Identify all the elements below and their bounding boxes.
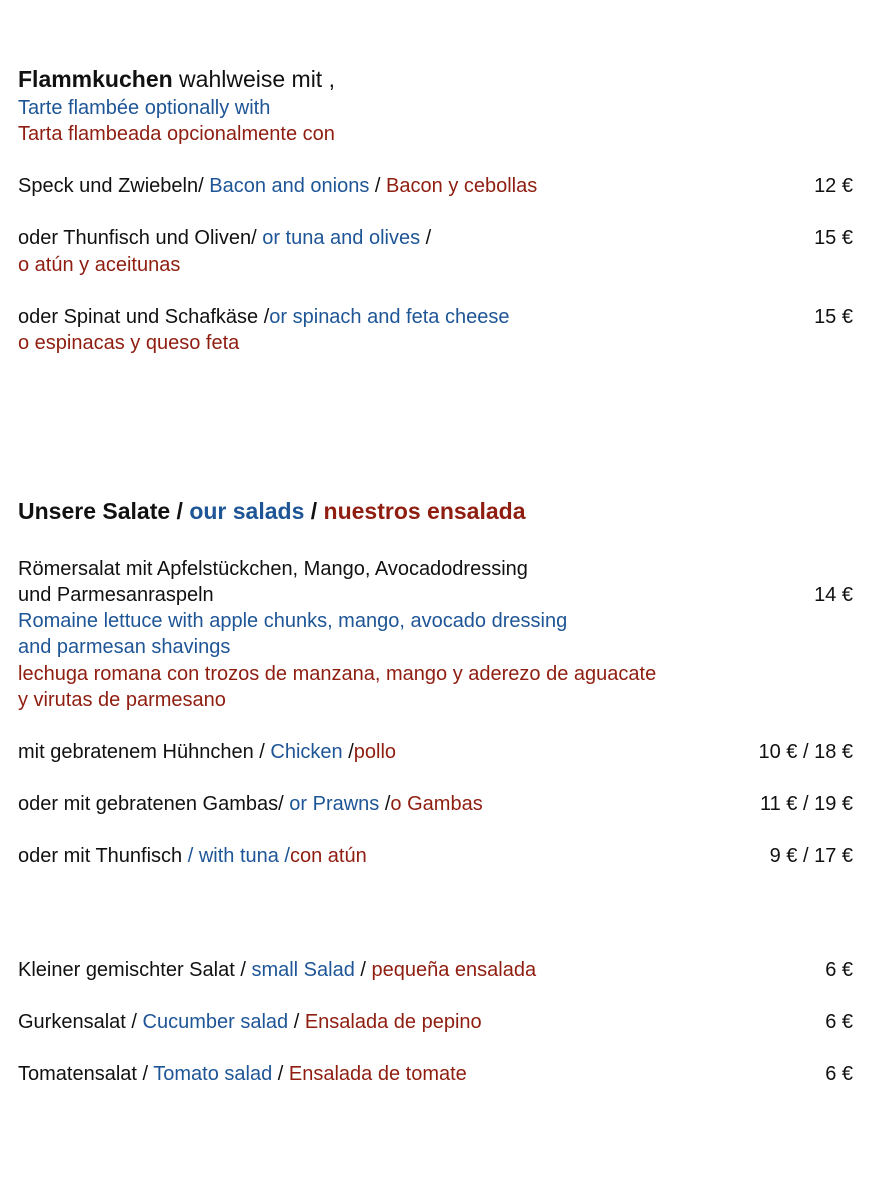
- flammkuchen-title: [18, 66, 335, 92]
- addon-es: con atún: [290, 845, 367, 867]
- salads-title-en: our salads: [189, 498, 305, 524]
- flammkuchen-item-3-es: o espinacas y queso feta: [18, 332, 240, 354]
- item-es: Bacon y cebollas: [386, 175, 538, 197]
- item-sep: /: [420, 227, 432, 249]
- salad-main-es-2: y virutas de parmesano: [18, 689, 226, 711]
- flammkuchen-item-3-price: 15 €: [814, 306, 853, 328]
- side-en: small Salad: [251, 959, 355, 981]
- salad-main-de-2: und Parmesanraspeln: [18, 584, 214, 606]
- addon-sep: /: [342, 741, 354, 763]
- flammkuchen-item-2: [18, 225, 431, 251]
- salads-title: [18, 498, 526, 524]
- item-en: or spinach and feta cheese: [269, 306, 510, 328]
- salads-title-es: nuestros ensalada: [323, 498, 526, 524]
- salad-main-es-1: lechuga romana con trozos de manzana, mango y aderezo de aguacate: [18, 663, 657, 685]
- salad-side-1-price: 6 €: [825, 959, 853, 981]
- addon-de: oder mit Thunfisch: [18, 845, 183, 867]
- side-en: Cucumber salad: [142, 1011, 289, 1033]
- salad-main-price: 14 €: [814, 584, 853, 606]
- side-en: Tomato salad: [153, 1063, 273, 1085]
- side-sep: /: [272, 1063, 289, 1085]
- salads-title-de: Unsere Salate /: [18, 498, 190, 524]
- salad-addon-2: [18, 791, 483, 817]
- addon-en: or Prawns: [289, 793, 380, 815]
- salad-addon-1: [18, 739, 396, 765]
- salad-side-3-price: 6 €: [825, 1063, 853, 1085]
- addon-sep: /: [379, 793, 391, 815]
- flammkuchen-item-1: [18, 173, 537, 199]
- addon-en: / with tuna /: [182, 845, 290, 867]
- side-es: pequeña ensalada: [371, 959, 537, 981]
- side-es: Ensalada de pepino: [304, 1011, 482, 1033]
- addon-de: oder mit gebratenen Gambas/: [18, 793, 290, 815]
- side-de: Kleiner gemischter Salat /: [18, 959, 252, 981]
- side-de: Tomatensalat /: [18, 1063, 154, 1085]
- flammkuchen-item-1-price: 12 €: [814, 175, 853, 197]
- flammkuchen-title-bold: Flammkuchen: [18, 66, 173, 92]
- item-de: oder Spinat und Schafkäse /: [18, 306, 270, 328]
- flammkuchen-title-rest: wahlweise mit ,: [172, 66, 335, 92]
- addon-es: pollo: [353, 741, 397, 763]
- salad-main-en-2: and parmesan shavings: [18, 636, 231, 658]
- salad-addon-3: [18, 843, 367, 869]
- salad-side-1: [18, 957, 536, 983]
- item-de: oder Thunfisch und Oliven/: [18, 227, 263, 249]
- addon-es: o Gambas: [390, 793, 483, 815]
- item-de: Speck und Zwiebeln/: [18, 175, 210, 197]
- side-sep: /: [354, 959, 372, 981]
- salad-addon-3-price: 9 € / 17 €: [769, 845, 853, 867]
- salad-main-de-1: Römersalat mit Apfelstückchen, Mango, Avocadodressing: [18, 558, 528, 580]
- side-es: Ensalada de tomate: [288, 1063, 467, 1085]
- side-sep: /: [288, 1011, 305, 1033]
- side-de: Gurkensalat /: [18, 1011, 143, 1033]
- flammkuchen-item-3: [18, 304, 509, 330]
- flammkuchen-subtitle-en: Tarte flambée optionally with: [18, 97, 271, 119]
- salad-side-2-price: 6 €: [825, 1011, 853, 1033]
- salad-main-en-1: Romaine lettuce with apple chunks, mango, avocado dressing: [18, 610, 568, 632]
- item-en: or tuna and olives: [262, 227, 421, 249]
- flammkuchen-item-2-es: o atún y aceitunas: [18, 254, 181, 276]
- item-en: Bacon and onions: [209, 175, 370, 197]
- addon-de: mit gebratenem Hühnchen /: [18, 741, 271, 763]
- salad-side-3: [18, 1061, 467, 1087]
- addon-en: Chicken: [270, 741, 343, 763]
- flammkuchen-subtitle-es: Tarta flambeada opcionalmente con: [18, 123, 335, 145]
- salad-addon-1-price: 10 € / 18 €: [758, 741, 853, 763]
- salads-title-sep: /: [304, 498, 324, 524]
- salad-side-2: [18, 1009, 482, 1035]
- salad-addon-2-price: 11 € / 19 €: [759, 793, 853, 815]
- item-sep: /: [369, 175, 387, 197]
- flammkuchen-item-2-price: 15 €: [814, 227, 853, 249]
